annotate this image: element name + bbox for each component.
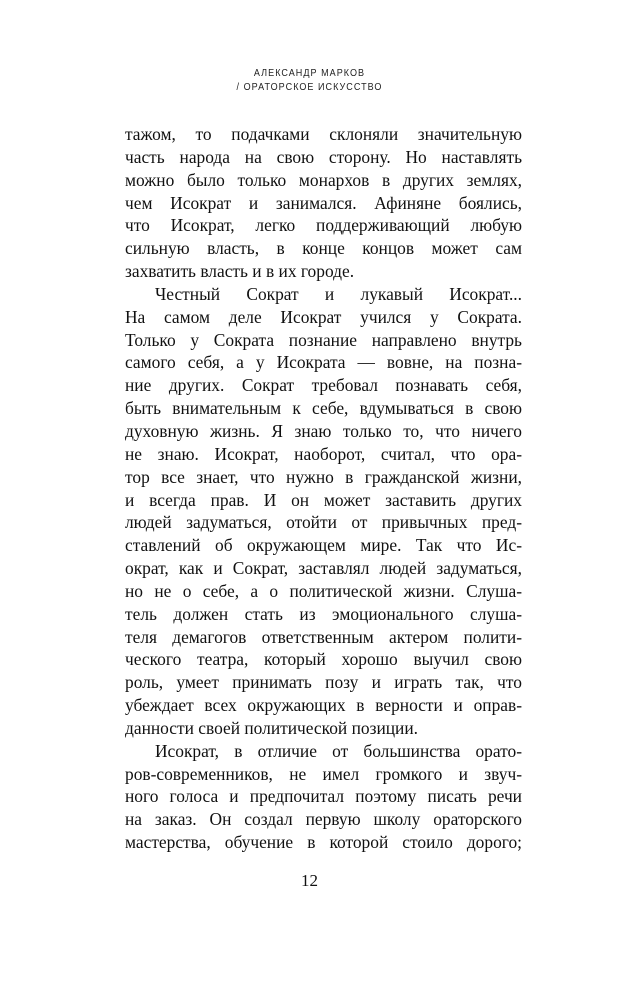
text-line: ческого театра, который хорошо выучил свою [125, 649, 522, 670]
text-line: людей задуматься, отойти от привычных пред- [125, 512, 522, 533]
text-line: тель должен стать из эмоционального слуша- [125, 603, 522, 624]
running-head-author: АЛЕКСАНДР МАРКОВ [253, 67, 366, 79]
running-head-title: / ОРАТОРСКОЕ ИСКУССТВО [236, 81, 383, 93]
text-line: духовную жизнь. Я знаю только то, что ничего [125, 420, 522, 441]
text-line: часть народа на свою сторону. Но наставлять [125, 146, 522, 167]
text-line: мастерства, обучение в которой стоило дорого; [125, 832, 522, 853]
text-line: ров-современников, не имел громкого и звуч- [125, 763, 522, 784]
text-line: ного голоса и предпочитал поэтому писать речи [125, 786, 522, 807]
text-line: теля демагогов ответственным актером полити- [125, 626, 522, 647]
running-head [43, 66, 575, 94]
text-line: можно было только монархов в других землях, [125, 169, 522, 190]
text-line: на заказ. Он создал первую школу ораторского [125, 809, 522, 830]
text-line: ократ, как и Сократ, заставлял людей задуматься, [125, 558, 522, 579]
text-line: и всегда прав. И он может заставить других [125, 489, 522, 510]
text-line: ние других. Сократ требовал познавать себя, [125, 375, 522, 396]
text-line: захватить власть и в их городе. [125, 261, 355, 282]
text-line: ставлений об окружающем мире. Так что Ис- [125, 535, 522, 556]
text-line: На самом деле Исократ учился у Сократа. [125, 306, 522, 327]
text-line: самого себя, а у Исократа — вовне, на позна- [125, 352, 522, 373]
paragraph [125, 123, 522, 283]
text-line: что Исократ, легко поддерживающий любую [125, 215, 522, 236]
page-number: 12 [301, 871, 318, 890]
text-line: не знаю. Исократ, наоборот, считал, что ора- [125, 443, 522, 464]
paragraph [125, 283, 522, 740]
text-line: чем Исократ и занимался. Афиняне боялись, [125, 192, 522, 213]
text-line: но не о себе, а о политической жизни. Слуша- [125, 580, 522, 601]
text-line: Честный Сократ и лукавый Исократ... [155, 283, 522, 304]
text-line: тажом, то подачками склоняли значительную [125, 124, 522, 144]
text-line: тор все знает, что нужно в гражданской жизни, [125, 466, 522, 487]
paragraph [125, 740, 522, 854]
text-line: быть внимательным к себе, вдумываться в свою [125, 398, 522, 419]
text-line: роль, умеет принимать позу и играть так, что [125, 672, 522, 693]
text-line: сильную власть, в конце концов может сам [125, 238, 522, 259]
text-line: убеждает всех окружающих в верности и оправ- [125, 695, 522, 716]
text-line: Только у Сократа познание направлено внутрь [125, 329, 522, 350]
body-text [125, 123, 522, 854]
text-line: Исократ, в отличие от большинства орато- [155, 740, 522, 761]
text-line: данности своей политической позиции. [125, 717, 419, 738]
